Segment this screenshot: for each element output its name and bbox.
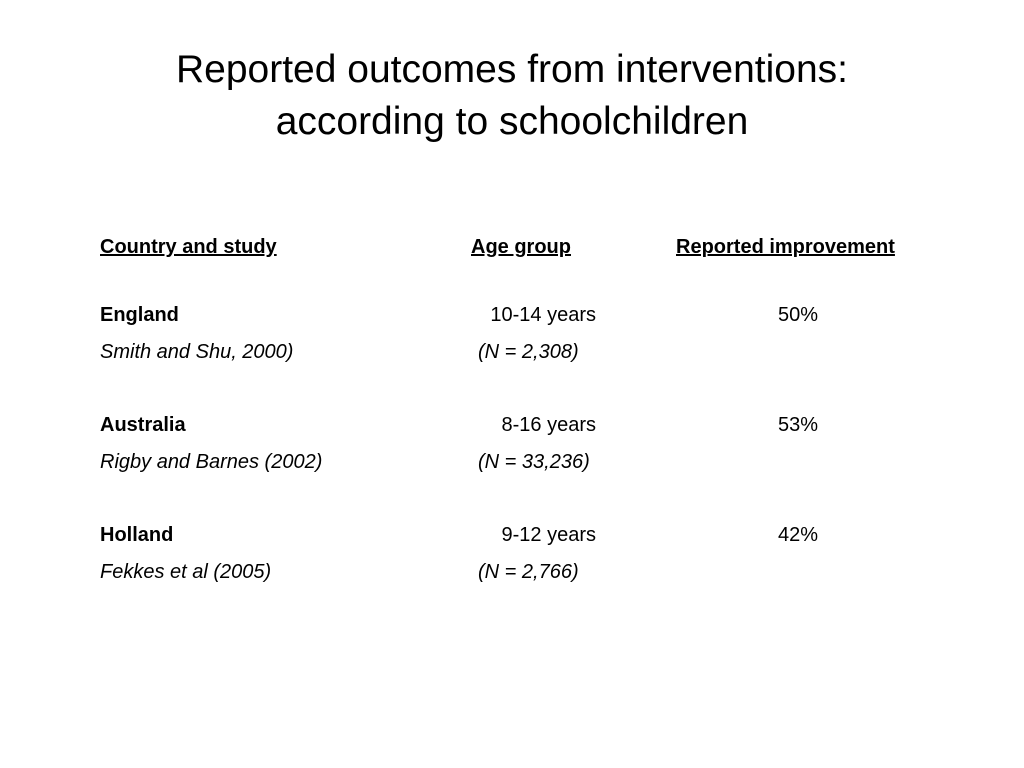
header-age-group: Age group	[471, 236, 571, 258]
row-england-improvement: 50%	[778, 304, 819, 326]
row-australia-country: Australia	[100, 414, 186, 436]
header-country-and-study: Country and study	[100, 236, 277, 258]
row-australia-sample-size: (N = 33,236)	[478, 451, 590, 473]
row-england-age-group: 10-14 years	[490, 304, 596, 326]
row-australia-improvement: 53%	[778, 414, 819, 436]
row-england-sample-size: (N = 2,308)	[478, 341, 579, 363]
row-holland-sample-size: (N = 2,766)	[478, 561, 579, 583]
row-england-study: Smith and Shu, 2000)	[100, 341, 294, 363]
header-reported-improvement: Reported improvement	[676, 236, 895, 258]
row-australia-study: Rigby and Barnes (2002)	[100, 451, 323, 473]
slide-title-line-2: according to schoolchildren	[275, 100, 749, 143]
row-holland-country: Holland	[100, 524, 174, 546]
row-holland-improvement: 42%	[778, 524, 819, 546]
row-holland-age-group: 9-12 years	[501, 524, 596, 546]
slide-title-line-1: Reported outcomes from interventions:	[176, 48, 848, 91]
row-holland-study: Fekkes et al (2005)	[100, 561, 272, 583]
row-england-country: England	[100, 304, 179, 326]
row-australia-age-group: 8-16 years	[501, 414, 596, 436]
